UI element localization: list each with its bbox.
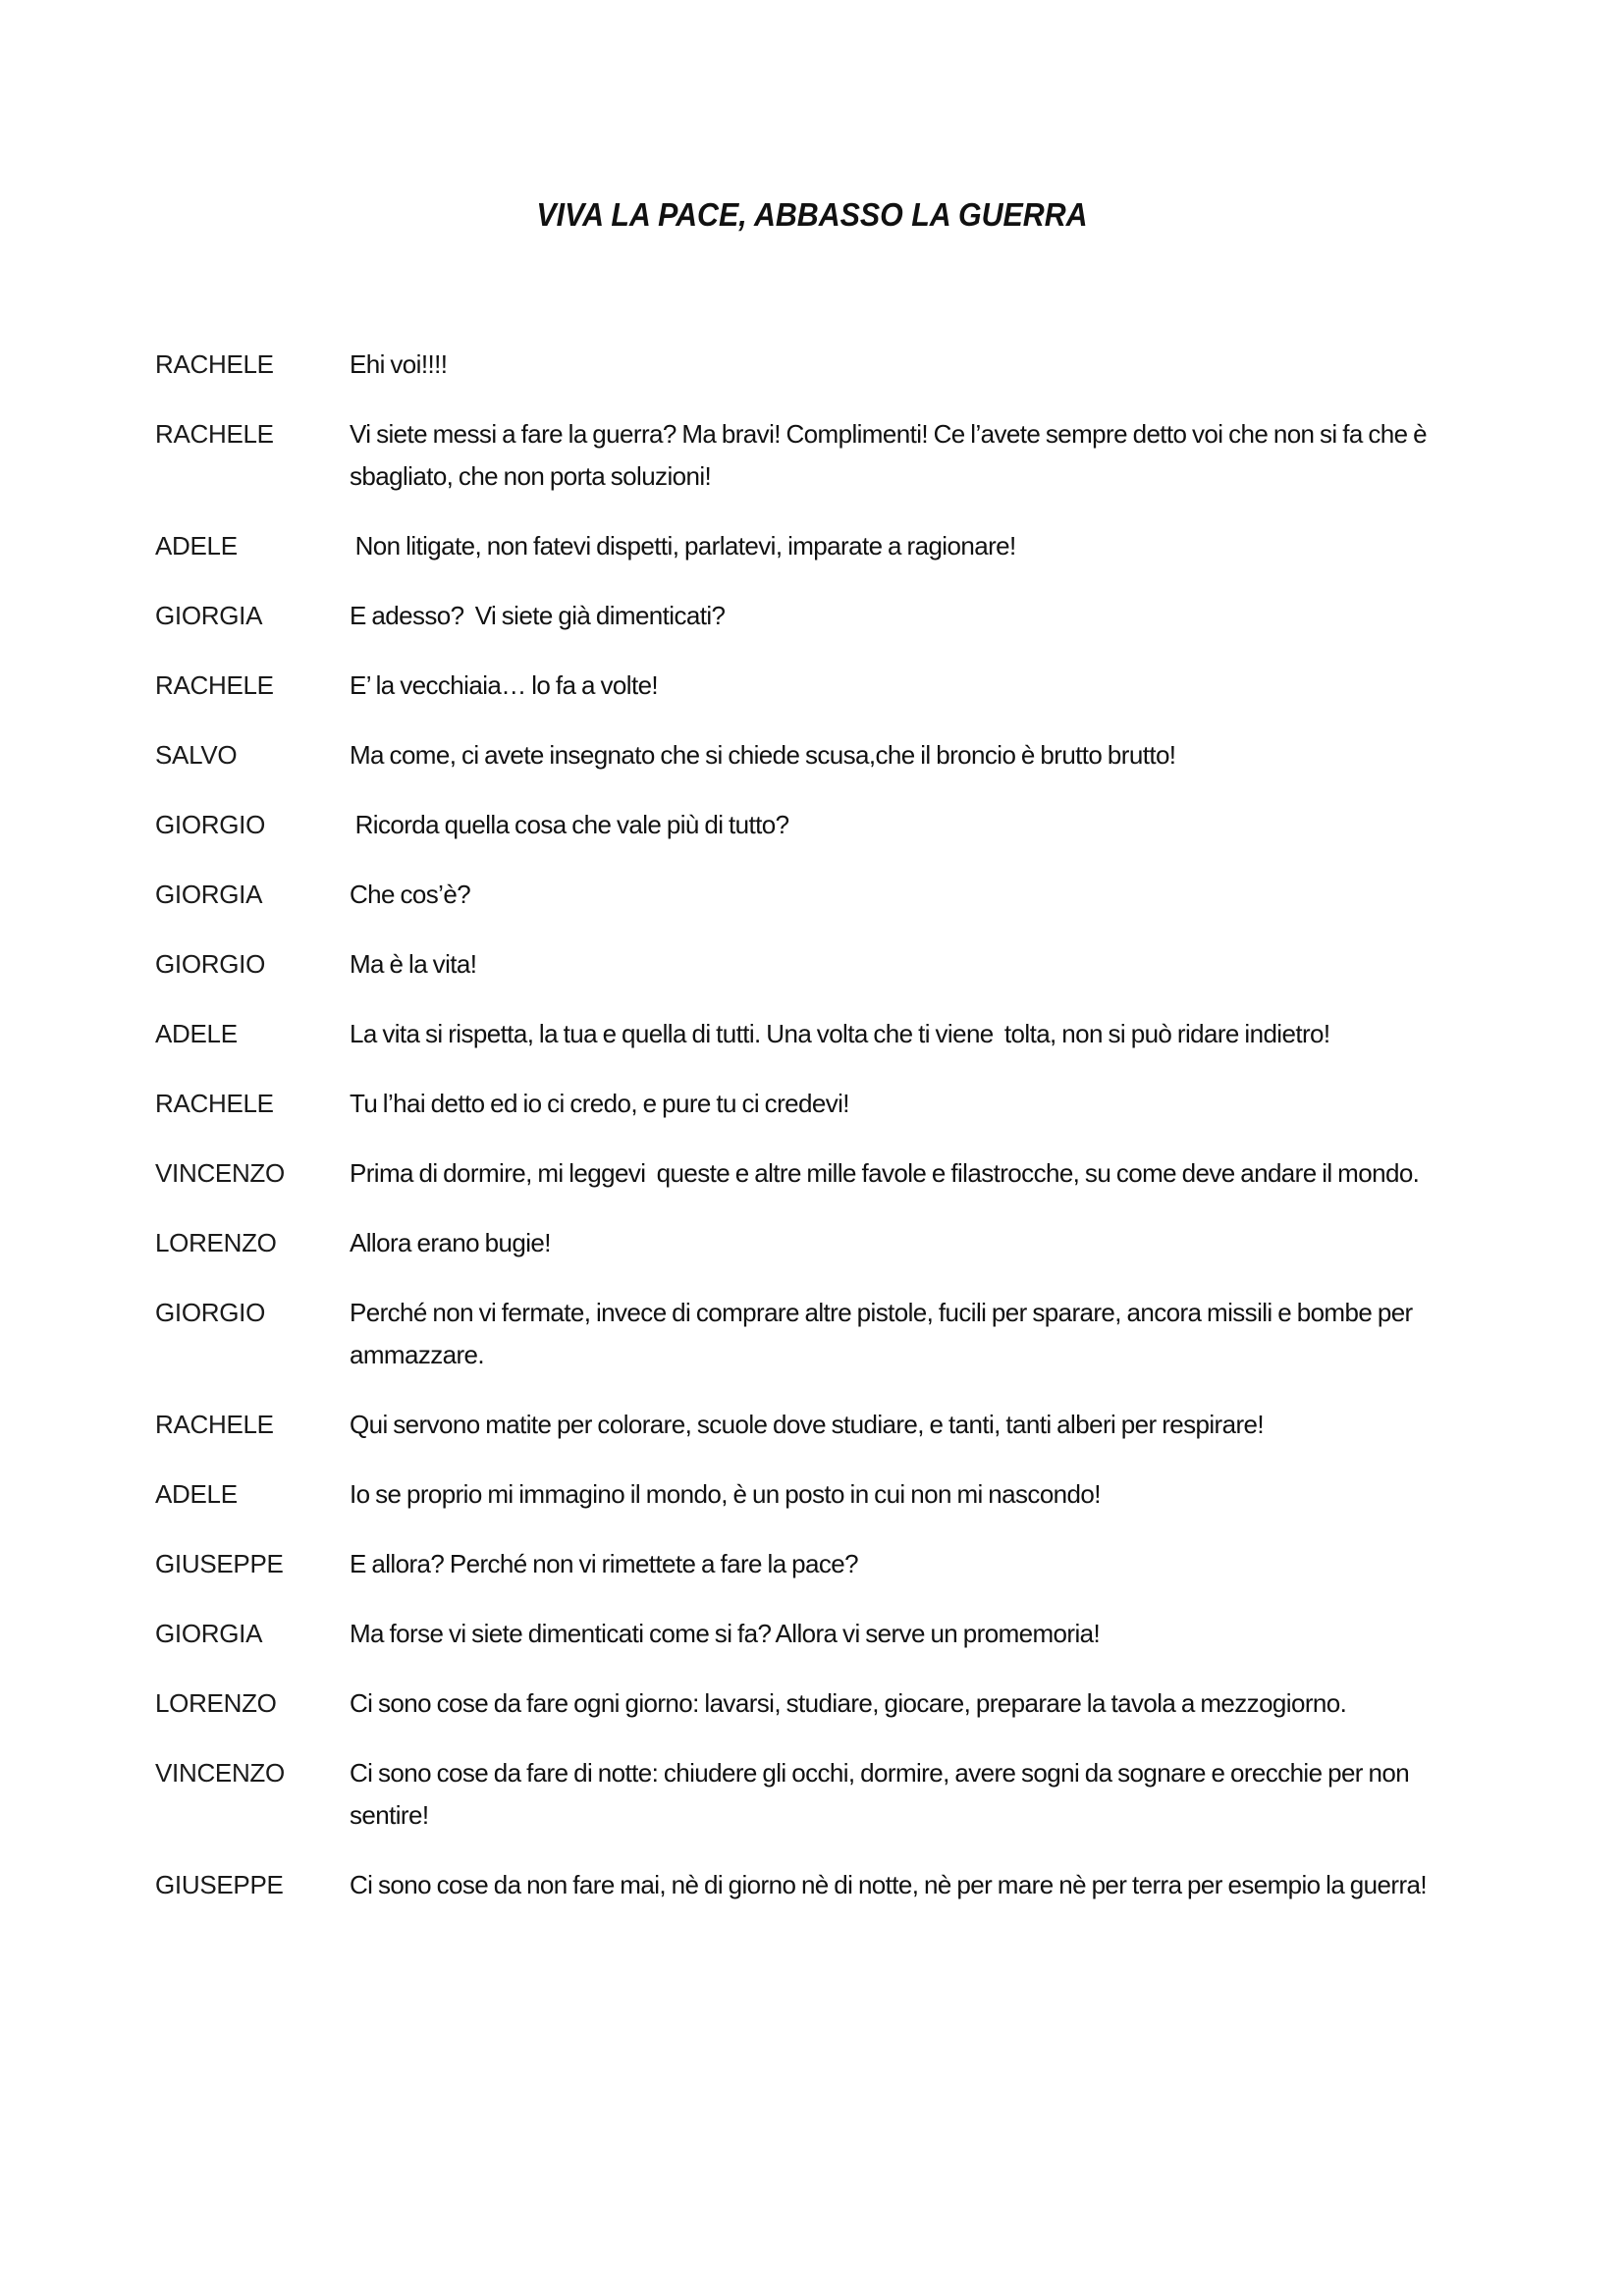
speaker-name: GIUSEPPE [155,1549,284,1578]
speaker-name: GIORGIO [155,949,266,979]
dialogue-entry [155,1543,1490,1585]
dialogue-line: Ehi voi!!!! [350,349,448,379]
dialogue-entry [155,943,1490,986]
dialogue-line: Prima di dormire, mi leggevi queste e altre mille favole e filastrocche, su come deve andare il mondo. [350,1158,1420,1188]
dialogue-entry [155,413,1490,498]
speaker-name: RACHELE [155,1410,274,1439]
dialogue-line: Che cos’è? [350,880,471,909]
speaker-name: GIORGIO [155,810,266,839]
dialogue-line: E’ la vecchiaia… lo fa a volte! [350,670,659,700]
dialogue-entry [155,1752,1490,1837]
speaker-name: RACHELE [155,349,274,379]
dialogue-entry [155,874,1490,916]
dialogue-entry [155,1613,1490,1655]
dialogue-entry [155,1682,1490,1725]
dialogue-line: Qui servono matite per colorare, scuole dove studiare, e tanti, tanti alberi per respirare! [350,1410,1265,1439]
speaker-name: SALVO [155,740,238,770]
dialogue-line: E adesso? Vi siete già dimenticati? [350,601,726,630]
speaker-name: LORENZO [155,1228,277,1257]
dialogue-line: Ci sono cose da fare di notte: chiudere gli occhi, dormire, avere sogni da sognare e orecchie per non sentire! [350,1758,1415,1830]
dialogue-entry [155,1404,1490,1446]
dialogue-entry [155,734,1490,776]
dialogue-line: Vi siete messi a fare la guerra? Ma bravi! Complimenti! Ce l’avete sempre detto voi che non si fa che è sbagliato, che non porta soluzioni! [350,419,1438,491]
dialogue-line: Ricorda quella cosa che vale più di tutto? [350,810,789,839]
speaker-name: LORENZO [155,1688,277,1718]
speaker-name: RACHELE [155,419,274,449]
dialogue-entry [155,595,1490,637]
dialogue-line: Ci sono cose da non fare mai, nè di giorno nè di notte, nè per mare nè per terra per esempio la guerra! [350,1870,1427,1899]
speaker-name: GIORGIA [155,601,263,630]
speaker-name: ADELE [155,1479,238,1509]
dialogue-line: Ma forse vi siete dimenticati come si fa? Allora vi serve un promemoria! [350,1619,1101,1648]
dialogue-line: La vita si rispetta, la tua e quella di tutti. Una volta che ti viene tolta, non si può ridare indietro! [350,1019,1330,1048]
dialogue-entry [155,1152,1490,1195]
document-title: VIVA LA PACE, ABBASSO LA GUERRA [536,196,1088,233]
dialogue-line: Allora erano bugie! [350,1228,551,1257]
dialogue-entry [155,665,1490,707]
dialogue-line: Ma come, ci avete insegnato che si chiede scusa,che il broncio è brutto brutto! [350,740,1176,770]
dialogue-entry [155,1292,1490,1376]
dialogue-entry [155,1864,1490,1906]
speaker-name: RACHELE [155,670,274,700]
dialogue-entry [155,804,1490,846]
speaker-name: GIORGIO [155,1298,266,1327]
dialogue-entry [155,1013,1490,1055]
dialogue-line: Non litigate, non fatevi dispetti, parlatevi, imparate a ragionare! [350,531,1016,561]
dialogue-line: Perché non vi fermate, invece di comprare altre pistole, fucili per sparare, ancora missili e bombe per ammazzare. [350,1298,1419,1369]
speaker-name: GIORGIA [155,1619,263,1648]
dialogue-entry [155,1473,1490,1516]
speaker-name: VINCENZO [155,1158,285,1188]
dialogue-line: Tu l’hai detto ed io ci credo, e pure tu ci credevi! [350,1089,849,1118]
speaker-name: VINCENZO [155,1758,285,1788]
dialogue-entry [155,1222,1490,1264]
dialogue-line: E allora? Perché non vi rimettete a fare la pace? [350,1549,859,1578]
dialogue-script [155,344,1490,1934]
speaker-name: GIORGIA [155,880,263,909]
speaker-name: ADELE [155,531,238,561]
dialogue-entry [155,344,1490,386]
speaker-name: GIUSEPPE [155,1870,284,1899]
dialogue-line: Io se proprio mi immagino il mondo, è un posto in cui non mi nascondo! [350,1479,1101,1509]
speaker-name: ADELE [155,1019,238,1048]
dialogue-line: Ma è la vita! [350,949,477,979]
dialogue-line: Ci sono cose da fare ogni giorno: lavarsi, studiare, giocare, preparare la tavola a mezzogiorno. [350,1688,1347,1718]
speaker-name: RACHELE [155,1089,274,1118]
dialogue-entry [155,525,1490,567]
dialogue-entry [155,1083,1490,1125]
